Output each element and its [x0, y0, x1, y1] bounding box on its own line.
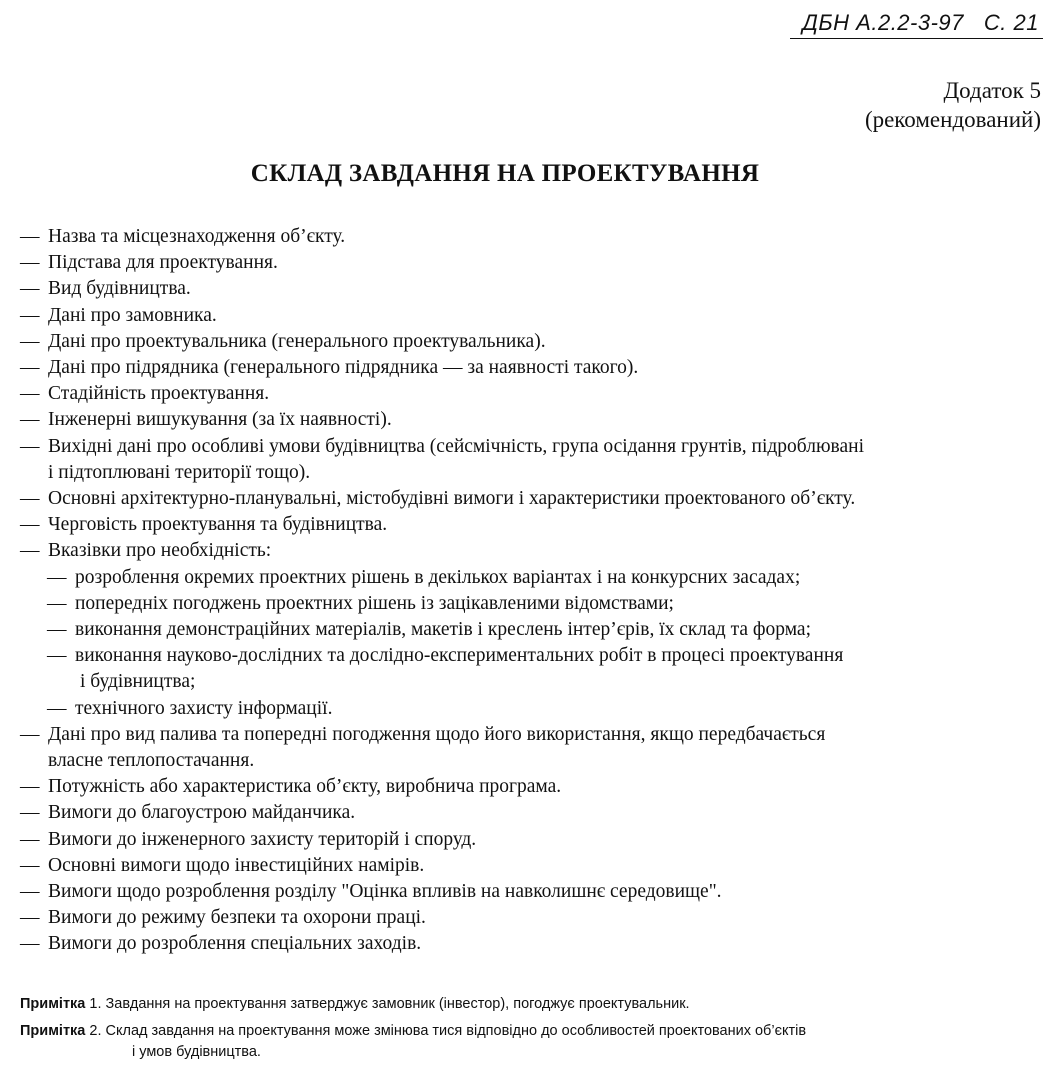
dash-bullet: —	[20, 854, 40, 876]
running-header	[790, 10, 1043, 39]
dash-bullet: —	[20, 304, 40, 326]
dash-bullet: —	[20, 330, 40, 352]
list-item-text: Черговість проектування та будівництва.	[48, 514, 388, 536]
list-item	[20, 303, 1045, 329]
dash-bullet: —	[20, 802, 40, 824]
dash-bullet: —	[20, 278, 40, 300]
list-item-text: Підстава для проектування.	[48, 252, 278, 274]
dash-bullet: —	[20, 226, 40, 247]
list-item-text: розроблення окремих проектних рішень в декількох варіантах і на конкурсних засадах;	[75, 566, 801, 588]
list-item-continuation: і підтоплювані території тощо).	[48, 461, 311, 483]
list-item-text: попередніх погоджень проектних рішень із зацікавленими відомствами;	[75, 592, 674, 614]
list-item	[20, 827, 1045, 853]
dash-bullet: —	[47, 645, 67, 667]
note	[20, 994, 1020, 1015]
list-item	[20, 486, 1045, 512]
list-item-text: Вимоги до розроблення спеціальних заходів.	[48, 933, 422, 955]
list-item-text: Вихідні дані про особливі умови будівництва (сейсмічність, група осідання грунтів, підроблювані	[48, 435, 864, 457]
list-item-text: Вид будівництва.	[48, 278, 191, 300]
note-text: Завдання на проектування затверджує замовник (інвестор), погоджує проектувальник.	[105, 996, 690, 1012]
dash-bullet: —	[47, 697, 67, 719]
sub-list-item	[20, 643, 1045, 695]
sub-list-item	[20, 591, 1045, 617]
list-item-text: Стадійність проектування.	[48, 383, 270, 405]
dash-bullet: —	[20, 383, 40, 405]
note-label: Примітка	[20, 996, 86, 1012]
dash-bullet: —	[20, 723, 40, 745]
list-item-text: технічного захисту інформації.	[75, 697, 333, 719]
list-item	[20, 931, 1045, 957]
list-item	[20, 722, 1045, 774]
note	[20, 1021, 1020, 1063]
dash-bullet: —	[20, 357, 40, 379]
dash-bullet: —	[20, 252, 40, 274]
sub-list-item	[20, 696, 1045, 722]
list-item-text: Дані про підрядника (генерального підрядника — за наявності такого).	[48, 357, 639, 379]
dash-bullet: —	[20, 435, 40, 457]
note-number: 1.	[89, 996, 102, 1012]
requirements-list	[20, 224, 1045, 958]
notes-section	[20, 994, 1020, 1069]
list-item-text: Інженерні вишукування (за їх наявності).	[48, 409, 392, 431]
dash-bullet: —	[47, 592, 67, 614]
list-item-text: Вказівки про необхідність:	[48, 540, 272, 562]
list-item-text: Потужність або характеристика об’єкту, виробнича програма.	[48, 776, 562, 798]
note-label: Примітка	[20, 1023, 86, 1039]
list-item	[20, 250, 1045, 276]
dash-bullet: —	[20, 540, 40, 562]
page-title: СКЛАД ЗАВДАННЯ НА ПРОЕКТУВАННЯ	[250, 160, 760, 187]
list-item	[20, 329, 1045, 355]
list-item	[20, 407, 1045, 433]
list-item	[20, 355, 1045, 381]
note-number: 2.	[89, 1023, 102, 1039]
list-item	[20, 774, 1045, 800]
annex-status: (рекомендований)	[864, 107, 1041, 132]
list-item-text: Дані про вид палива та попередні погодження щодо його використання, якщо передбачається	[48, 723, 826, 745]
list-item-text: Вимоги до благоустрою майданчика.	[48, 802, 356, 824]
list-item	[20, 381, 1045, 407]
list-item-text: Основні вимоги щодо інвестиційних намірів.	[48, 854, 425, 876]
page-number: С. 21	[983, 10, 1039, 35]
dash-bullet: —	[20, 881, 40, 903]
list-item-continuation: і будівництва;	[80, 671, 196, 693]
list-item-continuation: власне теплопостачання.	[48, 750, 255, 772]
list-item-text: Вимоги щодо розроблення розділу "Оцінка впливів на навколишнє середовище".	[48, 881, 722, 903]
list-item	[20, 905, 1045, 931]
dash-bullet: —	[20, 776, 40, 798]
list-item-text: виконання науково-дослідних та дослідно-експериментальних робіт в процесі проектування	[75, 645, 844, 667]
list-item-text: Назва та місцезнаходження об’єкту.	[48, 226, 346, 247]
annex-label	[865, 76, 1041, 134]
list-item	[20, 276, 1045, 302]
list-item-text: Дані про проектувальника (генерального проектувальника).	[48, 330, 546, 352]
list-item-text: Основні архітектурно-планувальні, містобудівні вимоги і характеристики проектованого об’єкту.	[48, 488, 856, 510]
dash-bullet: —	[20, 907, 40, 929]
sub-list-item	[20, 565, 1045, 591]
list-item	[20, 879, 1045, 905]
list-item	[20, 800, 1045, 826]
list-item-text: Дані про замовника.	[48, 304, 217, 326]
dash-bullet: —	[20, 828, 40, 850]
dash-bullet: —	[20, 488, 40, 510]
list-item	[20, 853, 1045, 879]
list-item-text: виконання демонстраційних матеріалів, макетів і креслень інтер’єрів, їх склад та форма;	[75, 619, 811, 641]
list-item-text: Вимоги до інженерного захисту територій і споруд.	[48, 828, 477, 850]
dash-bullet: —	[20, 514, 40, 536]
standard-code: ДБН А.2.2-3-97	[802, 10, 964, 35]
note-continuation: і умов будівництва.	[132, 1044, 261, 1060]
sub-list-item	[20, 617, 1045, 643]
dash-bullet: —	[47, 619, 67, 641]
note-text: Склад завдання на проектування може змінюва тися відповідно до особливостей проектованих об’єктів	[105, 1023, 807, 1039]
annex-number: Додаток 5	[943, 78, 1041, 103]
dash-bullet: —	[47, 566, 67, 588]
list-item	[20, 512, 1045, 538]
dash-bullet: —	[20, 933, 40, 955]
list-item	[20, 538, 1045, 564]
dash-bullet: —	[20, 409, 40, 431]
list-item	[20, 224, 1045, 250]
list-item	[20, 434, 1045, 486]
list-item-text: Вимоги до режиму безпеки та охорони праці.	[48, 907, 426, 929]
